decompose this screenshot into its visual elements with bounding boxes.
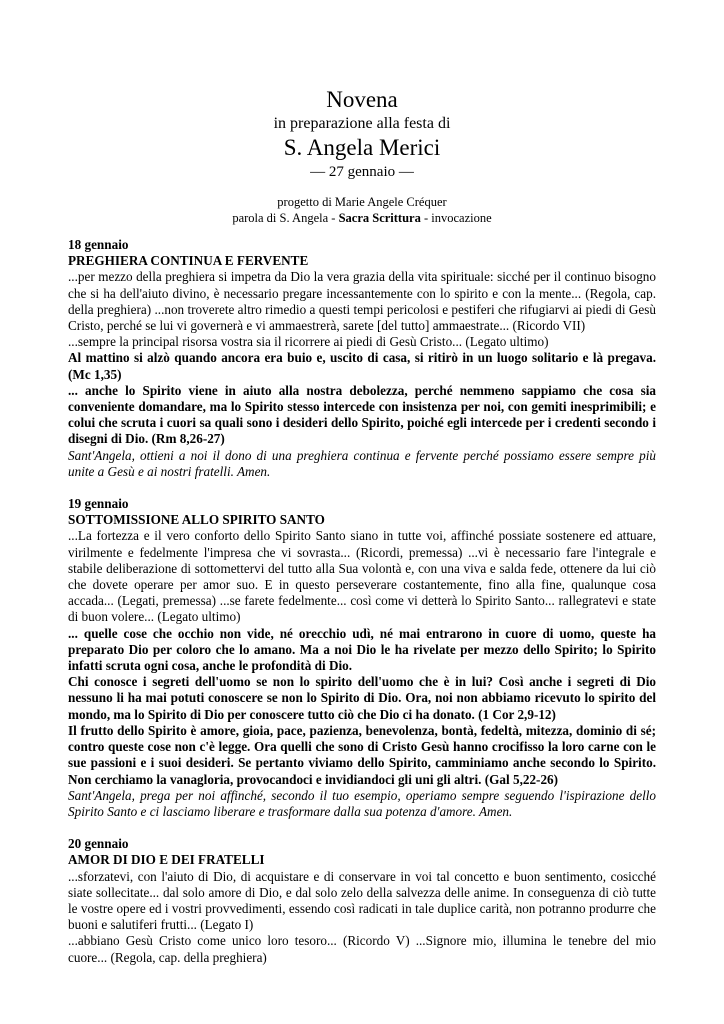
- section-18-gennaio: [68, 237, 656, 480]
- document-body: [68, 237, 656, 982]
- angela-quote: ...abbiano Gesù Cristo come unico loro tesoro... (Ricordo V) ...Signore mio, illumina le tenebre del mio cuore... (Regola, cap. della preghiera): [68, 933, 656, 965]
- saint-name: S. Angela Merici: [283, 135, 441, 160]
- invocation: Sant'Angela, ottieni a noi il dono di una preghiera continua e fervente perché possiamo essere sempre più unite a Gesù e ai nostri fratelli. Amen.: [68, 447, 656, 479]
- section-19-gennaio: [68, 496, 656, 820]
- credits-structure: [0, 210, 724, 226]
- credits-author: progetto di Marie Angele Créquer: [277, 195, 447, 209]
- document-header: [0, 86, 724, 182]
- document-subtitle: in preparazione alla festa di: [273, 115, 451, 132]
- angela-quote: ...sempre la principal risorsa vostra sia il ricorrere ai piedi di Gesù Cristo... (Legato ultimo): [68, 334, 549, 350]
- section-date: 19 gennaio: [68, 496, 129, 512]
- section-date: 18 gennaio: [68, 237, 129, 252]
- feast-date: — 27 gennaio —: [310, 164, 414, 180]
- section-title: SOTTOMISSIONE ALLO SPIRITO SANTO: [68, 512, 325, 528]
- credits-suffix: - invocazione: [420, 211, 492, 225]
- angela-quote: ...per mezzo della preghiera si impetra da Dio la vera grazia della vita spirituale: sicché per il continuo bisogno che si ha dell'aiuto divino, è necessario pregare incessantemente con lo spirito e con la mente... (Regola, cap. della preghiera) ...non troverete altro rimedio a questi tempi pericolosi e pestiferi che rifugiarvi ai piedi di Gesù Cristo, perché se lui vi governerà e vi ammaestrerà, sarete [del tutto] ammaestrate... (Ricordo VII): [68, 269, 656, 334]
- invocation: Sant'Angela, prega per noi affinché, secondo il tuo esempio, operiamo sempre seguendo l'ispirazione dello Spirito Santo e ci lasciamo liberare e trasformare dalla sua potenza d'amore. Amen.: [68, 787, 656, 819]
- angela-quote: ...sforzatevi, con l'aiuto di Dio, di acquistare e di conservare in voi tal concetto e buon sentimento, cosicché siate sollecitate... dal solo amore di Dio, e dal solo zelo della salvezza delle anime. In conseguenza di ciò tutte le vostre opere ed i vostri provvedimenti, essendo così radicati in tale duplice carità, non potranno produrre che buoni e salutiferi frutti... (Legato I): [68, 868, 656, 933]
- document-title: Novena: [326, 87, 398, 112]
- scripture-quote: Al mattino si alzò quando ancora era buio e, uscito di casa, si ritirò in un luogo solitario e là pregava. (Mc 1,35): [68, 350, 656, 382]
- credits-prefix: parola di S. Angela -: [232, 211, 339, 225]
- credits-bold: Sacra Scrittura: [338, 211, 421, 225]
- section-20-gennaio: [68, 836, 656, 966]
- angela-quote: ...La fortezza e il vero conforto dello Spirito Santo siano in tutte voi, affinché possiate sostenere ed attuare, virilmente e fedelmente l'impresa che vi sovrasta... (Ricordi, premessa) ...vi è necessario fare l'integrale e stabile deliberazione di sottomettervi del tutto alla Sua volontà e, con una viva e salda fede, ottenere da lui ciò che dovete operare per amor suo. E in questo perseverare costantemente, fino alla fine, qualunque cosa accada... (Legati, premessa) ...se farete fedelmente... così come vi detterà lo Spirito Santo... rallegratevi e state di buon volere... (Legato ultimo): [68, 528, 656, 625]
- scripture-quote: Chi conosce i segreti dell'uomo se non lo spirito dell'uomo che è in lui? Così anche i segreti di Dio nessuno li ha mai potuti conoscere se non lo Spirito di Dio. Ora, noi non abbiamo ricevuto lo spirito del mondo, ma lo Spirito di Dio per conoscere tutto ciò che Dio ci ha donato. (1 Cor 2,9-12): [68, 674, 656, 722]
- scripture-quote: ... quelle cose che occhio non vide, né orecchio udì, né mai entrarono in cuore di uomo, queste ha preparato Dio per coloro che lo amano. Ma a noi Dio le ha rivelate per mezzo dello Spirito; lo Spirito infatti scruta ogni cosa, anche le profondità di Dio.: [68, 625, 656, 674]
- scripture-quote: ... anche lo Spirito viene in aiuto alla nostra debolezza, perché nemmeno sappiamo che cosa sia conveniente domandare, ma lo Spirito stesso intercede con insistenza per noi, con gemiti inesprimibili; e colui che scruta i cuori sa quali sono i desideri dello Spirito, poiché egli intercede per i credenti secondo i disegni di Dio. (Rm 8,26-27): [68, 382, 656, 447]
- section-title: AMOR DI DIO E DEI FRATELLI: [68, 852, 265, 868]
- scripture-quote: Il frutto dello Spirito è amore, gioia, pace, pazienza, benevolenza, bontà, fedeltà, mitezza, dominio di sé; contro queste cose non c'è legge. Ora quelli che sono di Cristo Gesù hanno crocifisso la loro carne con le sue passioni e i suoi desideri. Se pertanto viviamo dello Spirito, camminiamo anche secondo lo Spirito. Non cerchiamo la vanagloria, provocandoci e invidiandoci gli uni gli altri. (Gal 5,22-26): [68, 722, 656, 787]
- credits: [0, 194, 724, 226]
- section-date: 20 gennaio: [68, 836, 129, 852]
- section-title: PREGHIERA CONTINUA E FERVENTE: [68, 253, 309, 269]
